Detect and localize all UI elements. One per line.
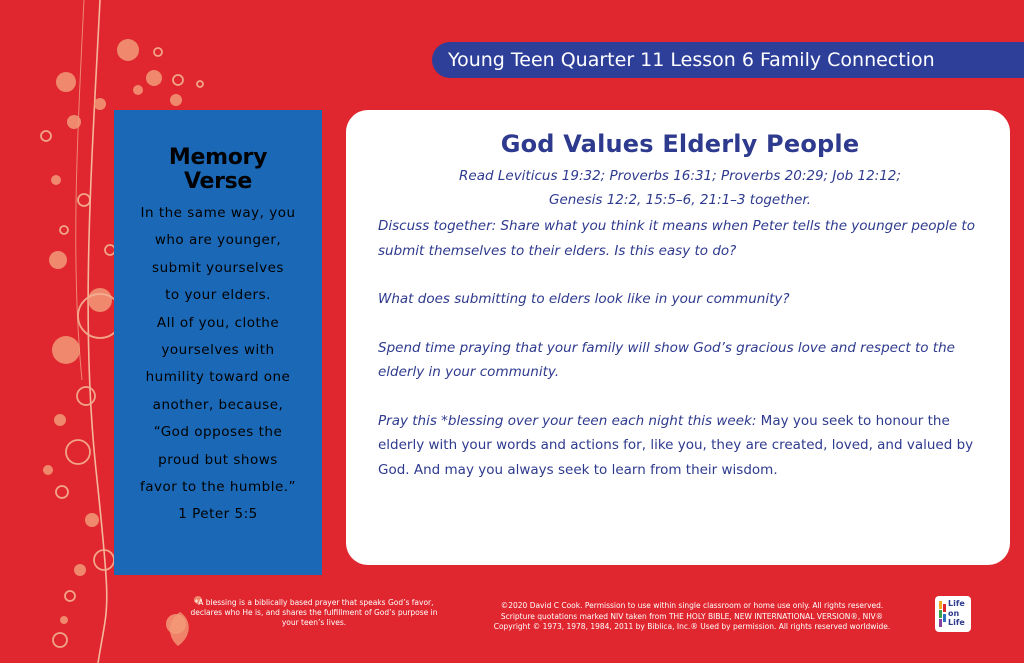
blessing-lead: Pray this *blessing over your teen each night this week: [378,412,757,429]
memory-verse-text [114,200,322,501]
card-title: God Values Elderly People [500,130,860,158]
copyright-line3: Copyright © 1973, 1978, 1984, 2011 by Biblica, Inc.® Used by permission. All rights reserved worldwide. [493,622,891,631]
memory-heading-line1: Memory [168,145,268,170]
copyright-line2: Scripture quotations marked NIV taken from THE HOLY BIBLE, NEW INTERNATIONAL VERSION®, NIV® [500,611,884,621]
blessing-text: May you seek to honour the elderly with your words and actions for, like you, they are created, loved, and valued by God. And may you always seek to learn from their wisdom. [378,412,974,478]
verse-line: to your elders. [165,287,271,304]
life-on-life-logo [935,596,971,632]
verse-line: yourselves with [161,342,275,359]
copyright-line1: ©2020 David C Cook. Permission to use within single classroom or home use only. All rights reserved. [500,601,884,610]
verse-line: another, because, [152,396,284,413]
verse-line: “God opposes the [153,424,283,441]
community-question: What does submitting to elders look like in your community? [378,291,790,307]
logo-bars-icon [939,601,947,627]
blessing-paragraph [378,409,982,483]
memory-heading-line2: Verse [183,169,253,194]
prayer-prompt: Spend time praying that your family will show God’s gracious love and respect to the elderly in your community. [378,339,955,380]
scripture-reading [378,164,982,212]
discuss-prompt: Discuss together: Share what you think it means when Peter tells the younger people to submit themselves to their elders. Is this easy to do? [378,218,975,259]
verse-line: submit yourselves [152,259,284,276]
blessing-footnote: *A blessing is a biblically based prayer that speaks God’s favor, declares who He is, and shares the fulfillment of God’s purpose in your teen’s lives. [190,598,438,627]
memory-verse-heading [114,146,322,194]
family-connection-card [346,110,1010,565]
verse-line: In the same way, you [140,205,296,221]
reading-line2: Genesis 12:2, 15:5–6, 21:1–3 together. [548,192,811,208]
verse-line: proud but shows [158,451,278,468]
verse-line: All of you, clothe [156,314,280,331]
verse-reference: 1 Peter 5:5 [178,506,258,523]
reading-line1: Read Leviticus 19:32; Proverbs 16:31; Proverbs 20:29; Job 12:12; [459,168,901,184]
copyright-notice [454,601,930,633]
logo-line1: Life [948,599,965,608]
verse-line: who are younger, [154,232,282,249]
logo-line2: on [948,608,960,618]
logo-line3: Life [948,618,965,627]
logo-text [948,599,970,628]
header-title: Young Teen Quarter 11 Lesson 6 Family Connection [448,49,935,71]
verse-line: humility toward one [145,369,291,386]
verse-line: favor to the humble.” [139,479,297,496]
memory-verse-box [114,110,322,575]
